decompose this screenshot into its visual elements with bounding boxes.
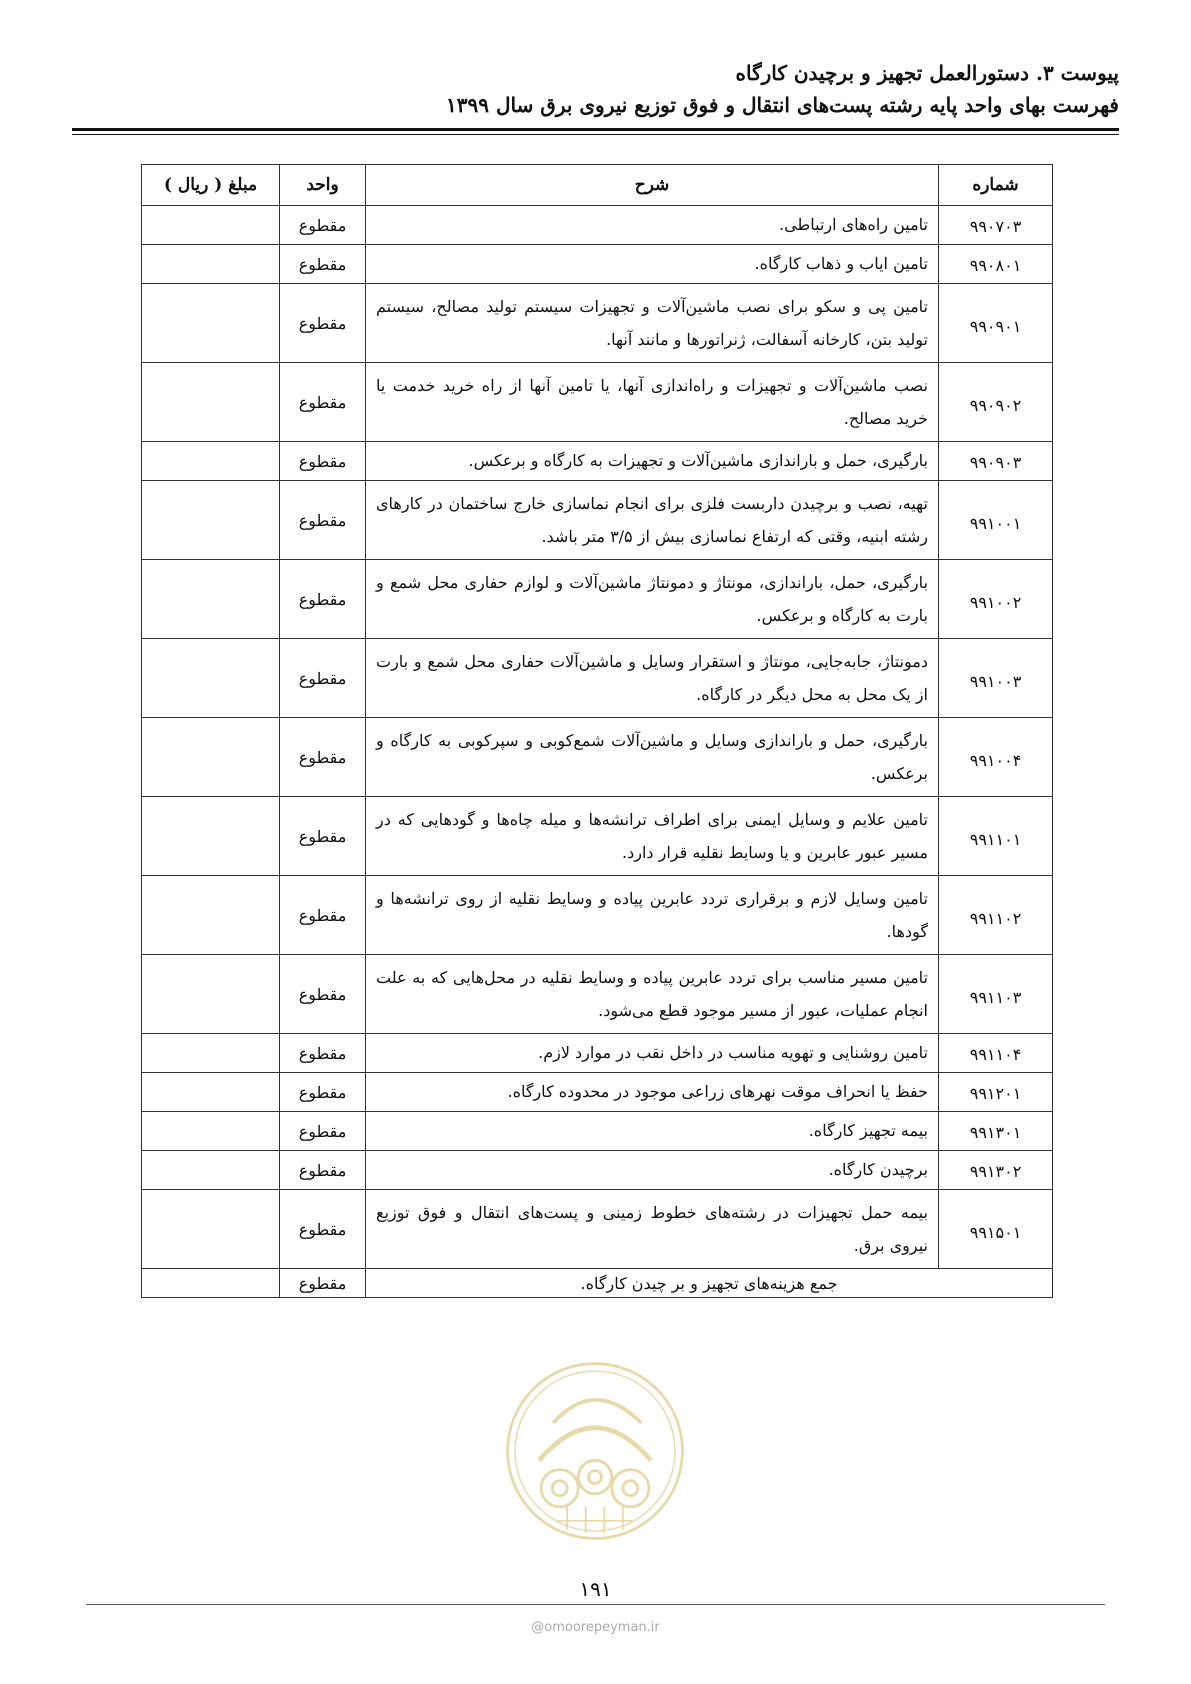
item-unit: مقطوع xyxy=(280,206,366,245)
table-header-row xyxy=(142,165,1053,206)
item-description: برچیدن کارگاه. xyxy=(366,1151,939,1190)
item-amount xyxy=(142,481,280,560)
item-unit: مقطوع xyxy=(280,1073,366,1112)
item-number: ۹۹۰۹۰۲ xyxy=(939,363,1053,442)
footer-rule xyxy=(86,1604,1105,1605)
item-number: ۹۹۰۸۰۱ xyxy=(939,245,1053,284)
item-description: تامین ایاب و ذهاب کارگاه. xyxy=(366,245,939,284)
item-unit: مقطوع xyxy=(280,1034,366,1073)
item-amount xyxy=(142,639,280,718)
item-unit: مقطوع xyxy=(280,363,366,442)
item-unit: مقطوع xyxy=(280,639,366,718)
table-row xyxy=(142,1190,1053,1269)
table-row xyxy=(142,245,1053,284)
item-amount xyxy=(142,876,280,955)
item-number: ۹۹۱۲۰۱ xyxy=(939,1073,1053,1112)
item-description: بیمه تجهیز کارگاه. xyxy=(366,1112,939,1151)
item-unit: مقطوع xyxy=(280,1151,366,1190)
item-number: ۹۹۱۰۰۴ xyxy=(939,718,1053,797)
item-amount xyxy=(142,1190,280,1269)
item-number: ۹۹۱۰۰۲ xyxy=(939,560,1053,639)
item-amount xyxy=(142,1151,280,1190)
item-amount xyxy=(142,363,280,442)
item-unit: مقطوع xyxy=(280,1112,366,1151)
item-number: ۹۹۱۵۰۱ xyxy=(939,1190,1053,1269)
table-row xyxy=(142,1073,1053,1112)
table-row xyxy=(142,1151,1053,1190)
item-amount xyxy=(142,206,280,245)
item-description: بارگیری، حمل و باراندازی ماشین‌آلات و تجهیزات به کارگاه و برعکس. xyxy=(366,442,939,481)
item-number: ۹۹۱۱۰۱ xyxy=(939,797,1053,876)
item-description: تامین پی و سکو برای نصب ماشین‌آلات و تجهیزات سیستم تولید مصالح، سیستم تولید بتن، کارخانه آسفالت، ژنراتورها و مانند آنها. xyxy=(366,284,939,363)
item-description: بیمه حمل تجهیزات در رشته‌های خطوط زمینی و پست‌های انتقال و فوق توزیع نیروی برق. xyxy=(366,1190,939,1269)
item-unit: مقطوع xyxy=(280,442,366,481)
item-number: ۹۹۱۱۰۳ xyxy=(939,955,1053,1034)
table-row xyxy=(142,1112,1053,1151)
item-amount xyxy=(142,284,280,363)
item-amount xyxy=(142,1112,280,1151)
item-amount xyxy=(142,560,280,639)
item-unit: مقطوع xyxy=(280,1190,366,1269)
item-number: ۹۹۰۹۰۱ xyxy=(939,284,1053,363)
item-number: ۹۹۱۳۰۲ xyxy=(939,1151,1053,1190)
table-row xyxy=(142,481,1053,560)
col-header-description: شرح xyxy=(366,165,939,206)
header-rule-thin xyxy=(72,134,1119,135)
seal-logo-icon xyxy=(502,1358,688,1544)
total-unit: مقطوع xyxy=(280,1269,366,1298)
item-amount xyxy=(142,1073,280,1112)
table-row xyxy=(142,206,1053,245)
col-header-unit: واحد xyxy=(280,165,366,206)
table-row xyxy=(142,442,1053,481)
item-number: ۹۹۰۷۰۳ xyxy=(939,206,1053,245)
item-description: بارگیری، حمل، باراندازی، مونتاژ و دمونتاژ ماشین‌آلات و لوازم حفاری محل شمع و بارت به کارگاه و برعکس. xyxy=(366,560,939,639)
total-description: جمع هزینه‌های تجهیز و بر چیدن کارگاه. xyxy=(366,1269,1053,1298)
table-row xyxy=(142,363,1053,442)
item-amount xyxy=(142,955,280,1034)
footer-watermark-site: @omoorepeyman.ir xyxy=(531,1620,660,1635)
item-description: حفظ یا انحراف موقت نهرهای زراعی موجود در محدوده کارگاه. xyxy=(366,1073,939,1112)
header-title-line1: پیوست ۳. دستورالعمل تجهیز و برچیدن کارگاه xyxy=(735,61,1119,85)
item-amount xyxy=(142,442,280,481)
item-unit: مقطوع xyxy=(280,876,366,955)
item-unit: مقطوع xyxy=(280,481,366,560)
table-row xyxy=(142,639,1053,718)
item-description: تامین علایم و وسایل ایمنی برای اطراف ترانشه‌ها و میله چاه‌ها و گودهایی که در مسیر عبور عابرین و یا وسایط نقلیه قرار دارد. xyxy=(366,797,939,876)
item-description: تهیه، نصب و برچیدن داربست فلزی برای انجام نماسازی خارج ساختمان در کارهای رشته ابنیه، وقتی که ارتفاع نماسازی بیش از ۳/۵ متر باشد. xyxy=(366,481,939,560)
table-row xyxy=(142,1034,1053,1073)
item-number: ۹۹۱۰۰۳ xyxy=(939,639,1053,718)
item-amount xyxy=(142,797,280,876)
item-unit: مقطوع xyxy=(280,718,366,797)
item-amount xyxy=(142,1034,280,1073)
table-total-row xyxy=(142,1269,1053,1298)
col-header-amount: مبلغ ( ریال ) xyxy=(142,165,280,206)
page-header xyxy=(72,58,1119,120)
item-unit: مقطوع xyxy=(280,955,366,1034)
item-unit: مقطوع xyxy=(280,797,366,876)
price-list-table xyxy=(141,164,1053,1298)
item-number: ۹۹۰۹۰۳ xyxy=(939,442,1053,481)
item-amount xyxy=(142,718,280,797)
table-row xyxy=(142,876,1053,955)
item-unit: مقطوع xyxy=(280,245,366,284)
item-number: ۹۹۱۱۰۴ xyxy=(939,1034,1053,1073)
item-unit: مقطوع xyxy=(280,284,366,363)
table-row xyxy=(142,718,1053,797)
item-description: تامین وسایل لازم و برقراری تردد عابرین پیاده و وسایط نقلیه از روی ترانشه‌ها و گودها. xyxy=(366,876,939,955)
item-description: تامین روشنایی و تهویه مناسب در داخل نقب در موارد لازم. xyxy=(366,1034,939,1073)
item-number: ۹۹۱۰۰۱ xyxy=(939,481,1053,560)
table-row xyxy=(142,955,1053,1034)
col-header-number: شماره xyxy=(939,165,1053,206)
table-row xyxy=(142,560,1053,639)
page-number: ۱۹۱ xyxy=(579,1577,612,1601)
item-description: تامین راه‌های ارتباطی. xyxy=(366,206,939,245)
item-amount xyxy=(142,245,280,284)
header-rule-thick xyxy=(72,128,1119,131)
item-number: ۹۹۱۱۰۲ xyxy=(939,876,1053,955)
item-description: بارگیری، حمل و باراندازی وسایل و ماشین‌آلات شمع‌کوبی و سپرکوبی به کارگاه و برعکس. xyxy=(366,718,939,797)
total-amount xyxy=(142,1269,280,1298)
item-description: نصب ماشین‌آلات و تجهیزات و راه‌اندازی آنها، یا تامین آنها از راه خرید خدمت یا خرید مصالح. xyxy=(366,363,939,442)
table-row xyxy=(142,284,1053,363)
table-row xyxy=(142,797,1053,876)
item-description: تامین مسیر مناسب برای تردد عابرین پیاده و وسایط نقلیه در محل‌هایی که به علت انجام عملیات، عبور از مسیر موجود قطع می‌شود. xyxy=(366,955,939,1034)
item-number: ۹۹۱۳۰۱ xyxy=(939,1112,1053,1151)
header-title-line2: فهرست بهای واحد پایه رشته پست‌های انتقال و فوق توزیع نیروی برق سال ۱۳۹۹ xyxy=(446,93,1119,117)
item-unit: مقطوع xyxy=(280,560,366,639)
item-description: دمونتاژ، جابه‌جایی، مونتاژ و استقرار وسایل و ماشین‌آلات حفاری محل شمع و بارت از یک محل به محل دیگر در کارگاه. xyxy=(366,639,939,718)
